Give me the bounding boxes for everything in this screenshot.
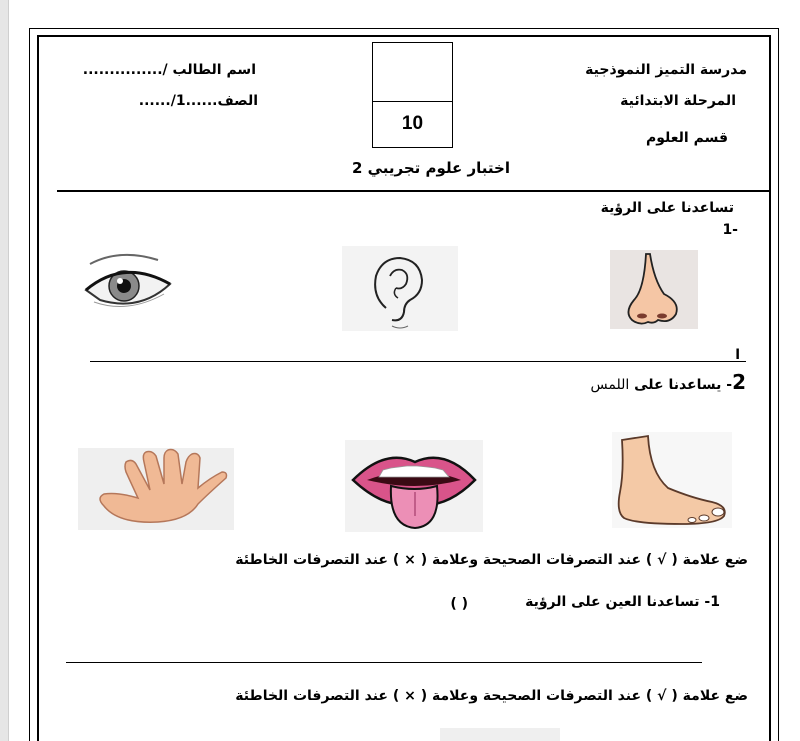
grade-value: 10 — [401, 113, 424, 134]
q1-answer-line[interactable] — [90, 361, 746, 362]
hand-image — [78, 448, 234, 530]
ear-image — [342, 246, 458, 331]
q2-prompt-bold: - يساعدنا على — [629, 377, 733, 393]
grade-divider — [373, 101, 452, 102]
q2-prompt-word: اللمس — [590, 377, 630, 393]
eye-image — [80, 250, 176, 322]
nose-image — [610, 250, 698, 329]
header-divider — [57, 190, 771, 192]
section1-instruction: ضع علامة ( √ ) عند التصرفات الصحيحة وعلامة ( × ) عند التصرفات الخاطئة — [235, 552, 748, 568]
grade-box — [372, 42, 453, 148]
stage-name: المرحلة الابتدائية — [620, 93, 736, 109]
class-field: الصف......1/...... — [138, 93, 258, 109]
test-title: اختبار علوم تجريبي 2 — [351, 159, 510, 177]
section1-item1-answer[interactable]: ( ) — [450, 596, 468, 612]
department-name: قسم العلوم — [646, 130, 728, 146]
section1-answer-line[interactable] — [66, 662, 702, 663]
q1-prompt: تساعدنا على الرؤية — [600, 200, 734, 216]
q2-prompt — [591, 370, 746, 394]
q1-answer-prefix: ا — [735, 347, 740, 363]
mouth-image — [345, 440, 483, 532]
partial-image — [440, 728, 560, 741]
q1-number: 1- — [722, 222, 738, 238]
q2-number: 2 — [732, 370, 746, 394]
section1-item1: 1- تساعدنا العين على الرؤية — [525, 594, 720, 610]
student-name-field: اسم الطالب /............... — [82, 62, 256, 78]
section2-instruction: ضع علامة ( √ ) عند التصرفات الصحيحة وعلامة ( × ) عند التصرفات الخاطئة — [235, 688, 748, 704]
school-name: مدرسة التميز النموذجية — [585, 62, 747, 78]
foot-image — [612, 432, 732, 528]
left-edge-bar — [0, 0, 9, 741]
